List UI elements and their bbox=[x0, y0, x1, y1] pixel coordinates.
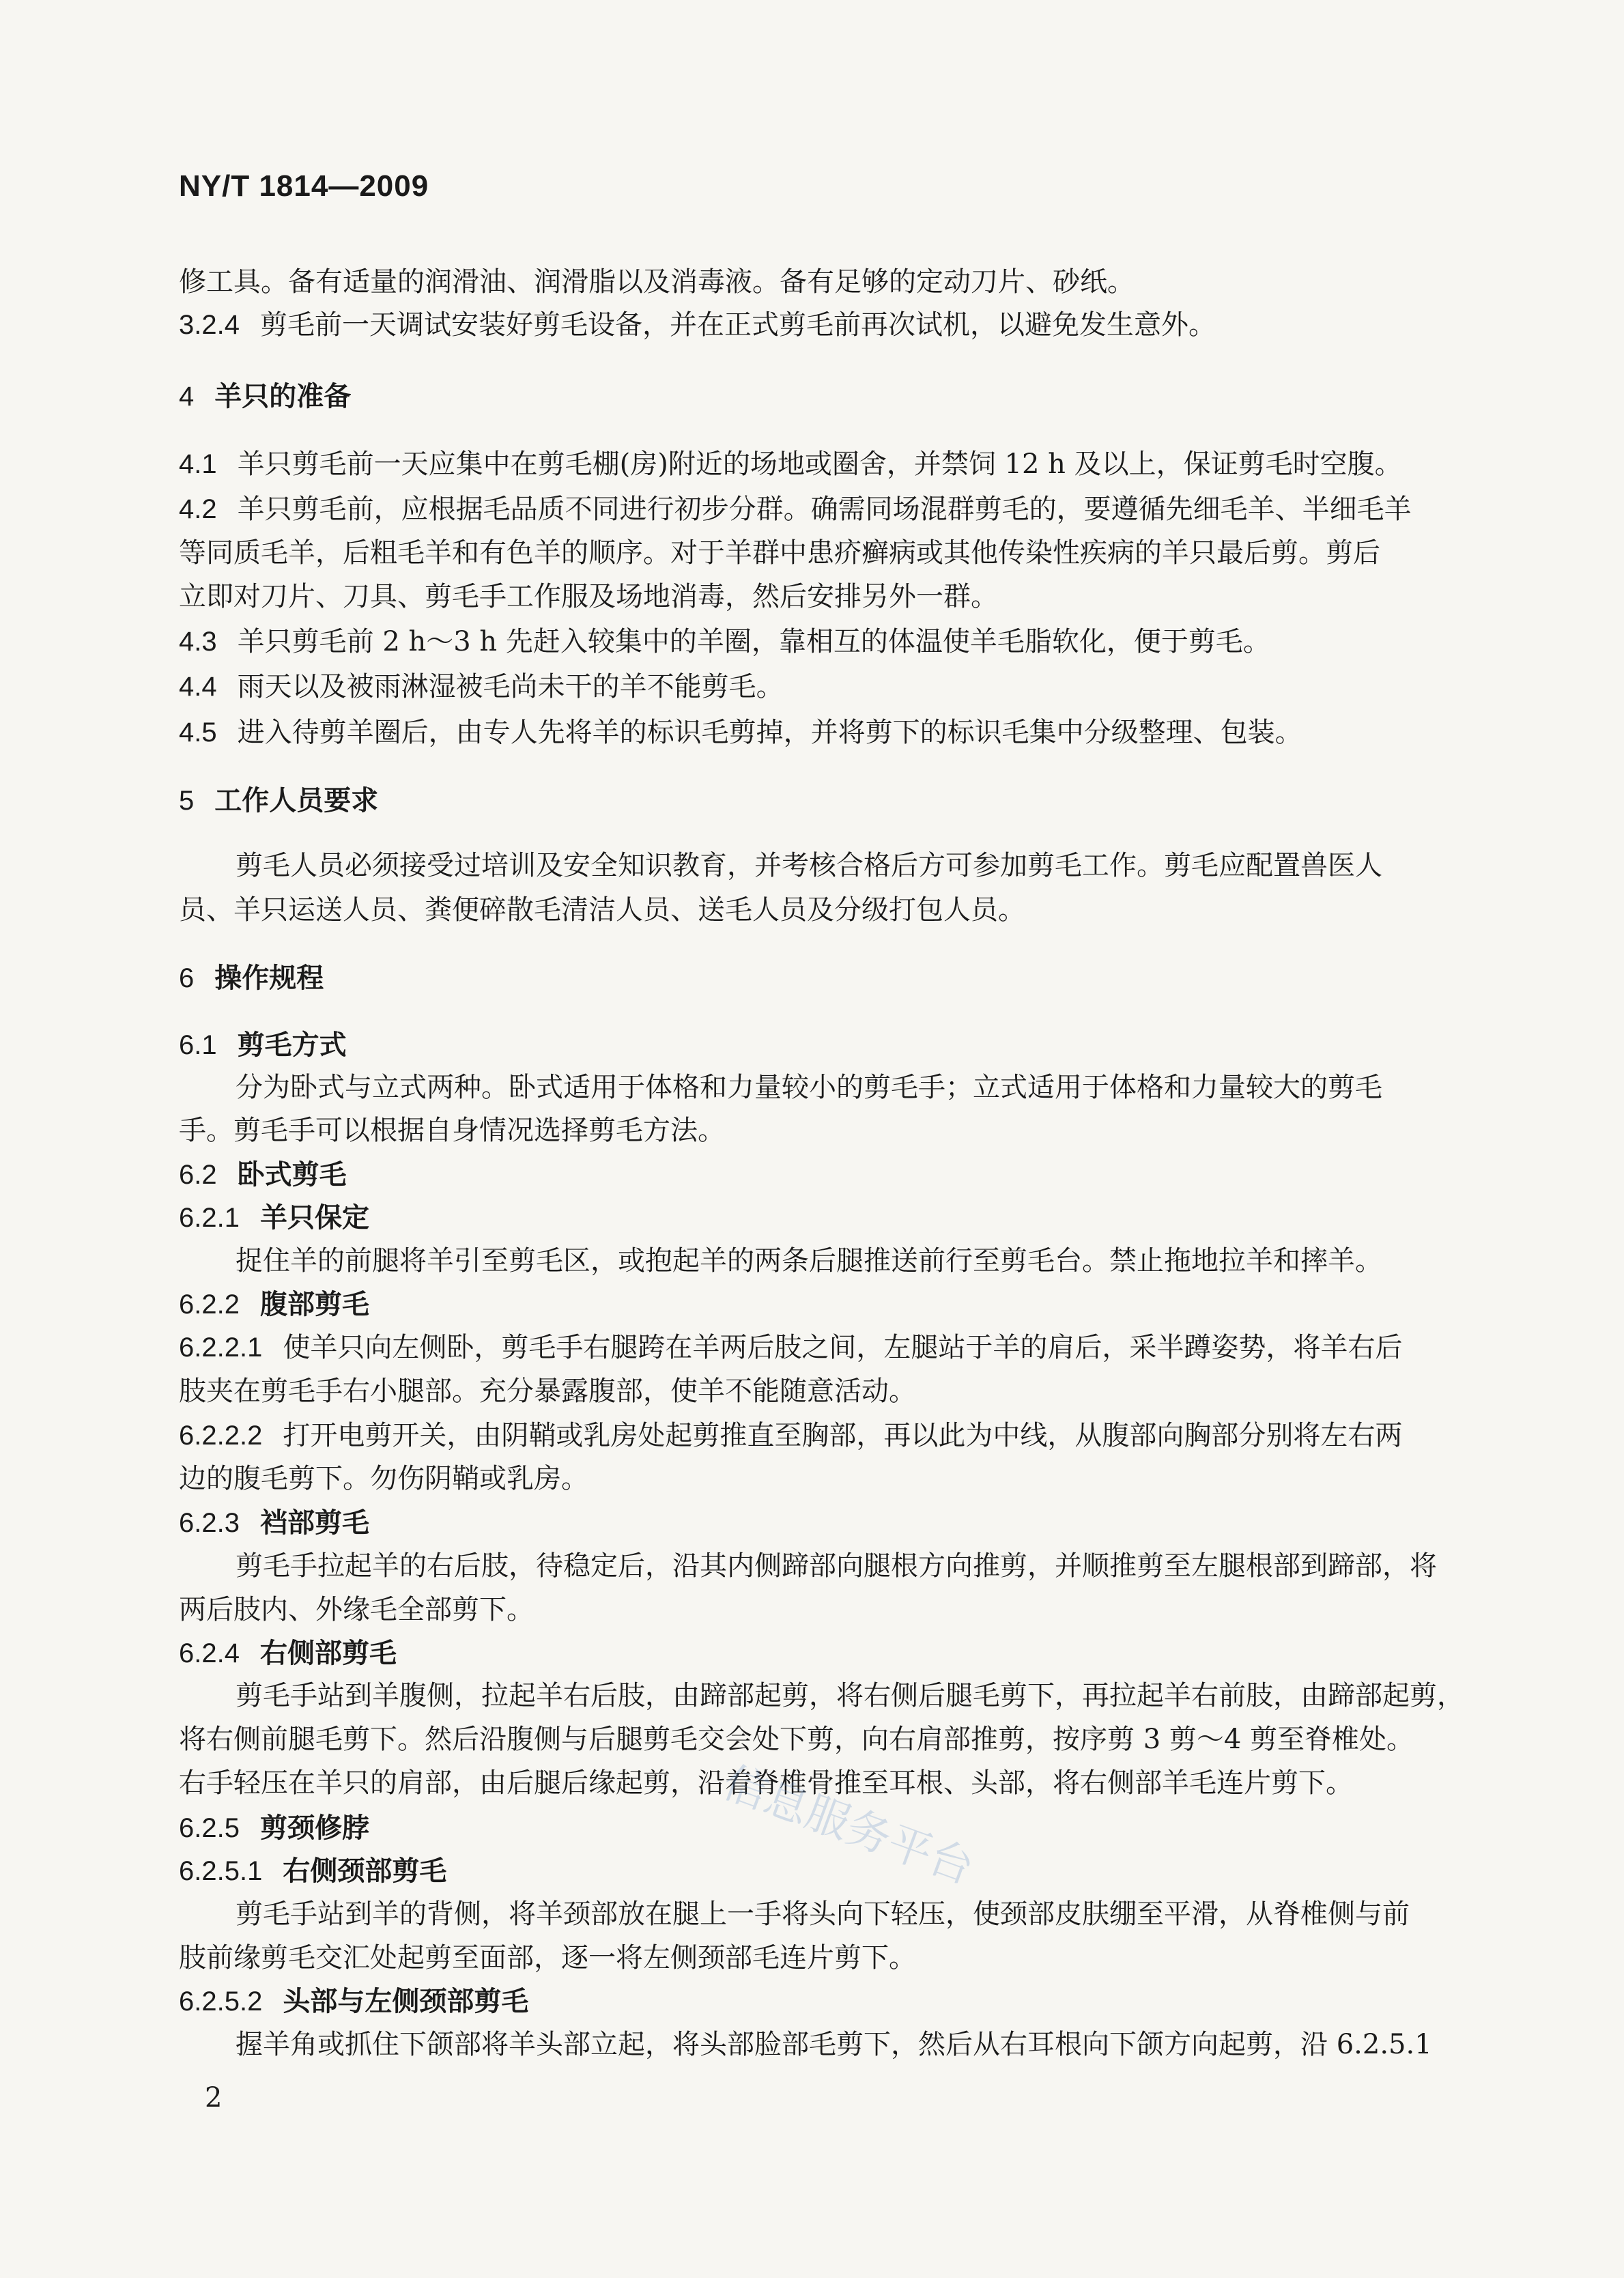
body-line: 肢前缘剪毛交汇处起剪至面部，逐一将左侧颈部毛连片剪下。 bbox=[179, 1942, 916, 1974]
clause-3-2-4: 3.2.4 剪毛前一天调试安装好剪毛设备，并在正式剪毛前再次试机，以避免发生意外。 bbox=[179, 309, 1216, 341]
body-line: 握羊角或抓住下颌部将羊头部立起，将头部脸部毛剪下，然后从右耳根向下颌方向起剪，沿 6.2.5.1 bbox=[236, 2029, 1432, 2060]
body-line: 修工具。备有适量的润滑油、润滑脂以及消毒液。备有足够的定动刀片、砂纸。 bbox=[179, 266, 1135, 298]
standard-code: NY/T 1814—2009 bbox=[179, 169, 429, 203]
clause-4-3: 4.3 羊只剪毛前 2 h～3 h 先赶入较集中的羊圈，靠相互的体温使羊毛脂软化，便于剪毛。 bbox=[179, 626, 1270, 657]
clause-number: 3.2.4 bbox=[179, 310, 240, 340]
body-line: 分为卧式与立式两种。卧式适用于体格和力量较小的剪毛手；立式适用于体格和力量较大的剪毛 bbox=[236, 1072, 1382, 1103]
clause-4-5: 4.5 进入待剪羊圈后，由专人先将羊的标识毛剪掉，并将剪下的标识毛集中分级整理、包装。 bbox=[179, 717, 1302, 748]
subheading-6-2-5-1: 6.2.5.1 右侧颈部剪毛 bbox=[179, 1855, 447, 1887]
body-line: 边的腹毛剪下。勿伤阴鞘或乳房。 bbox=[179, 1463, 588, 1494]
body-line: 等同质毛羊，后粗毛羊和有色羊的顺序。对于羊群中患疥癣病或其他传染性疾病的羊只最后剪。剪后 bbox=[179, 537, 1380, 569]
body-line: 右手轻压在羊只的肩部，由后腿后缘起剪，沿着脊椎骨推至耳根、头部，将右侧部羊毛连片剪下。 bbox=[179, 1767, 1353, 1799]
body-line: 捉住羊的前腿将羊引至剪毛区，或抱起羊的两条后腿推送前行至剪毛台。禁止拖地拉羊和摔羊。 bbox=[236, 1245, 1382, 1277]
clause-6-2-2-1: 6.2.2.1 使羊只向左侧卧，剪毛手右腿跨在羊两后肢之间，左腿站于羊的肩后，采半蹲姿势，将羊右后 bbox=[179, 1332, 1403, 1363]
section-heading-6: 6 操作规程 bbox=[179, 963, 324, 994]
section-heading-4: 4 羊只的准备 bbox=[179, 381, 352, 412]
clause-4-1: 4.1 羊只剪毛前一天应集中在剪毛棚(房)附近的场地或圈舍，并禁饲 12 h 及以上，保证剪毛时空腹。 bbox=[179, 449, 1402, 480]
body-line: 手。剪毛手可以根据自身情况选择剪毛方法。 bbox=[179, 1115, 725, 1146]
body-line: 肢夹在剪毛手右小腿部。充分暴露腹部，使羊不能随意活动。 bbox=[179, 1376, 916, 1407]
body-line: 剪毛手拉起羊的右后肢，待稳定后，沿其内侧蹄部向腿根方向推剪，并顺推剪至左腿根部到蹄部，将 bbox=[236, 1550, 1437, 1582]
body-line: 剪毛手站到羊的背侧，将羊颈部放在腿上一手将头向下轻压，使颈部皮肤绷至平滑，从脊椎侧与前 bbox=[236, 1898, 1410, 1930]
body-line: 立即对刀片、刀具、剪毛手工作服及场地消毒，然后安排另外一群。 bbox=[179, 581, 998, 612]
body-line: 剪毛手站到羊腹侧，拉起羊右后肢，由蹄部起剪，将右侧后腿毛剪下，再拉起羊右前肢，由蹄部起剪， bbox=[236, 1680, 1464, 1711]
body-line: 剪毛人员必须接受过培训及安全知识教育，并考核合格后方可参加剪毛工作。剪毛应配置兽医人 bbox=[236, 850, 1382, 881]
body-line: 员、羊只运送人员、粪便碎散毛清洁人员、送毛人员及分级打包人员。 bbox=[179, 894, 1025, 926]
clause-4-2: 4.2 羊只剪毛前，应根据毛品质不同进行初步分群。确需同场混群剪毛的，要遵循先细毛羊、半细毛羊 bbox=[179, 494, 1412, 525]
subheading-6-2-5-2: 6.2.5.2 头部与左侧颈部剪毛 bbox=[179, 1986, 529, 2017]
subheading-6-2-1: 6.2.1 羊只保定 bbox=[179, 1202, 369, 1234]
section-heading-5: 5 工作人员要求 bbox=[179, 785, 379, 816]
body-line: 将右侧前腿毛剪下。然后沿腹侧与后腿剪毛交会处下剪，向右肩部推剪，按序剪 3 剪～4 剪至脊椎处。 bbox=[179, 1724, 1414, 1755]
subheading-6-2-2: 6.2.2 腹部剪毛 bbox=[179, 1289, 369, 1320]
watermark: 信息服务平台 bbox=[716, 1757, 980, 1894]
subheading-6-2-4: 6.2.4 右侧部剪毛 bbox=[179, 1638, 397, 1669]
page-number: 2 bbox=[205, 2082, 223, 2113]
clause-4-4: 4.4 雨天以及被雨淋湿被毛尚未干的羊不能剪毛。 bbox=[179, 671, 784, 702]
subheading-6-2: 6.2 卧式剪毛 bbox=[179, 1159, 347, 1191]
body-line: 两后肢内、外缘毛全部剪下。 bbox=[179, 1594, 534, 1625]
clause-6-2-2-2: 6.2.2.2 打开电剪开关，由阴鞘或乳房处起剪推直至胸部，再以此为中线，从腹部向胸部分别将左右两 bbox=[179, 1420, 1403, 1451]
subheading-6-2-3: 6.2.3 裆部剪毛 bbox=[179, 1507, 369, 1539]
subheading-6-2-5: 6.2.5 剪颈修脖 bbox=[179, 1812, 369, 1844]
subheading-6-1: 6.1 剪毛方式 bbox=[179, 1029, 347, 1061]
